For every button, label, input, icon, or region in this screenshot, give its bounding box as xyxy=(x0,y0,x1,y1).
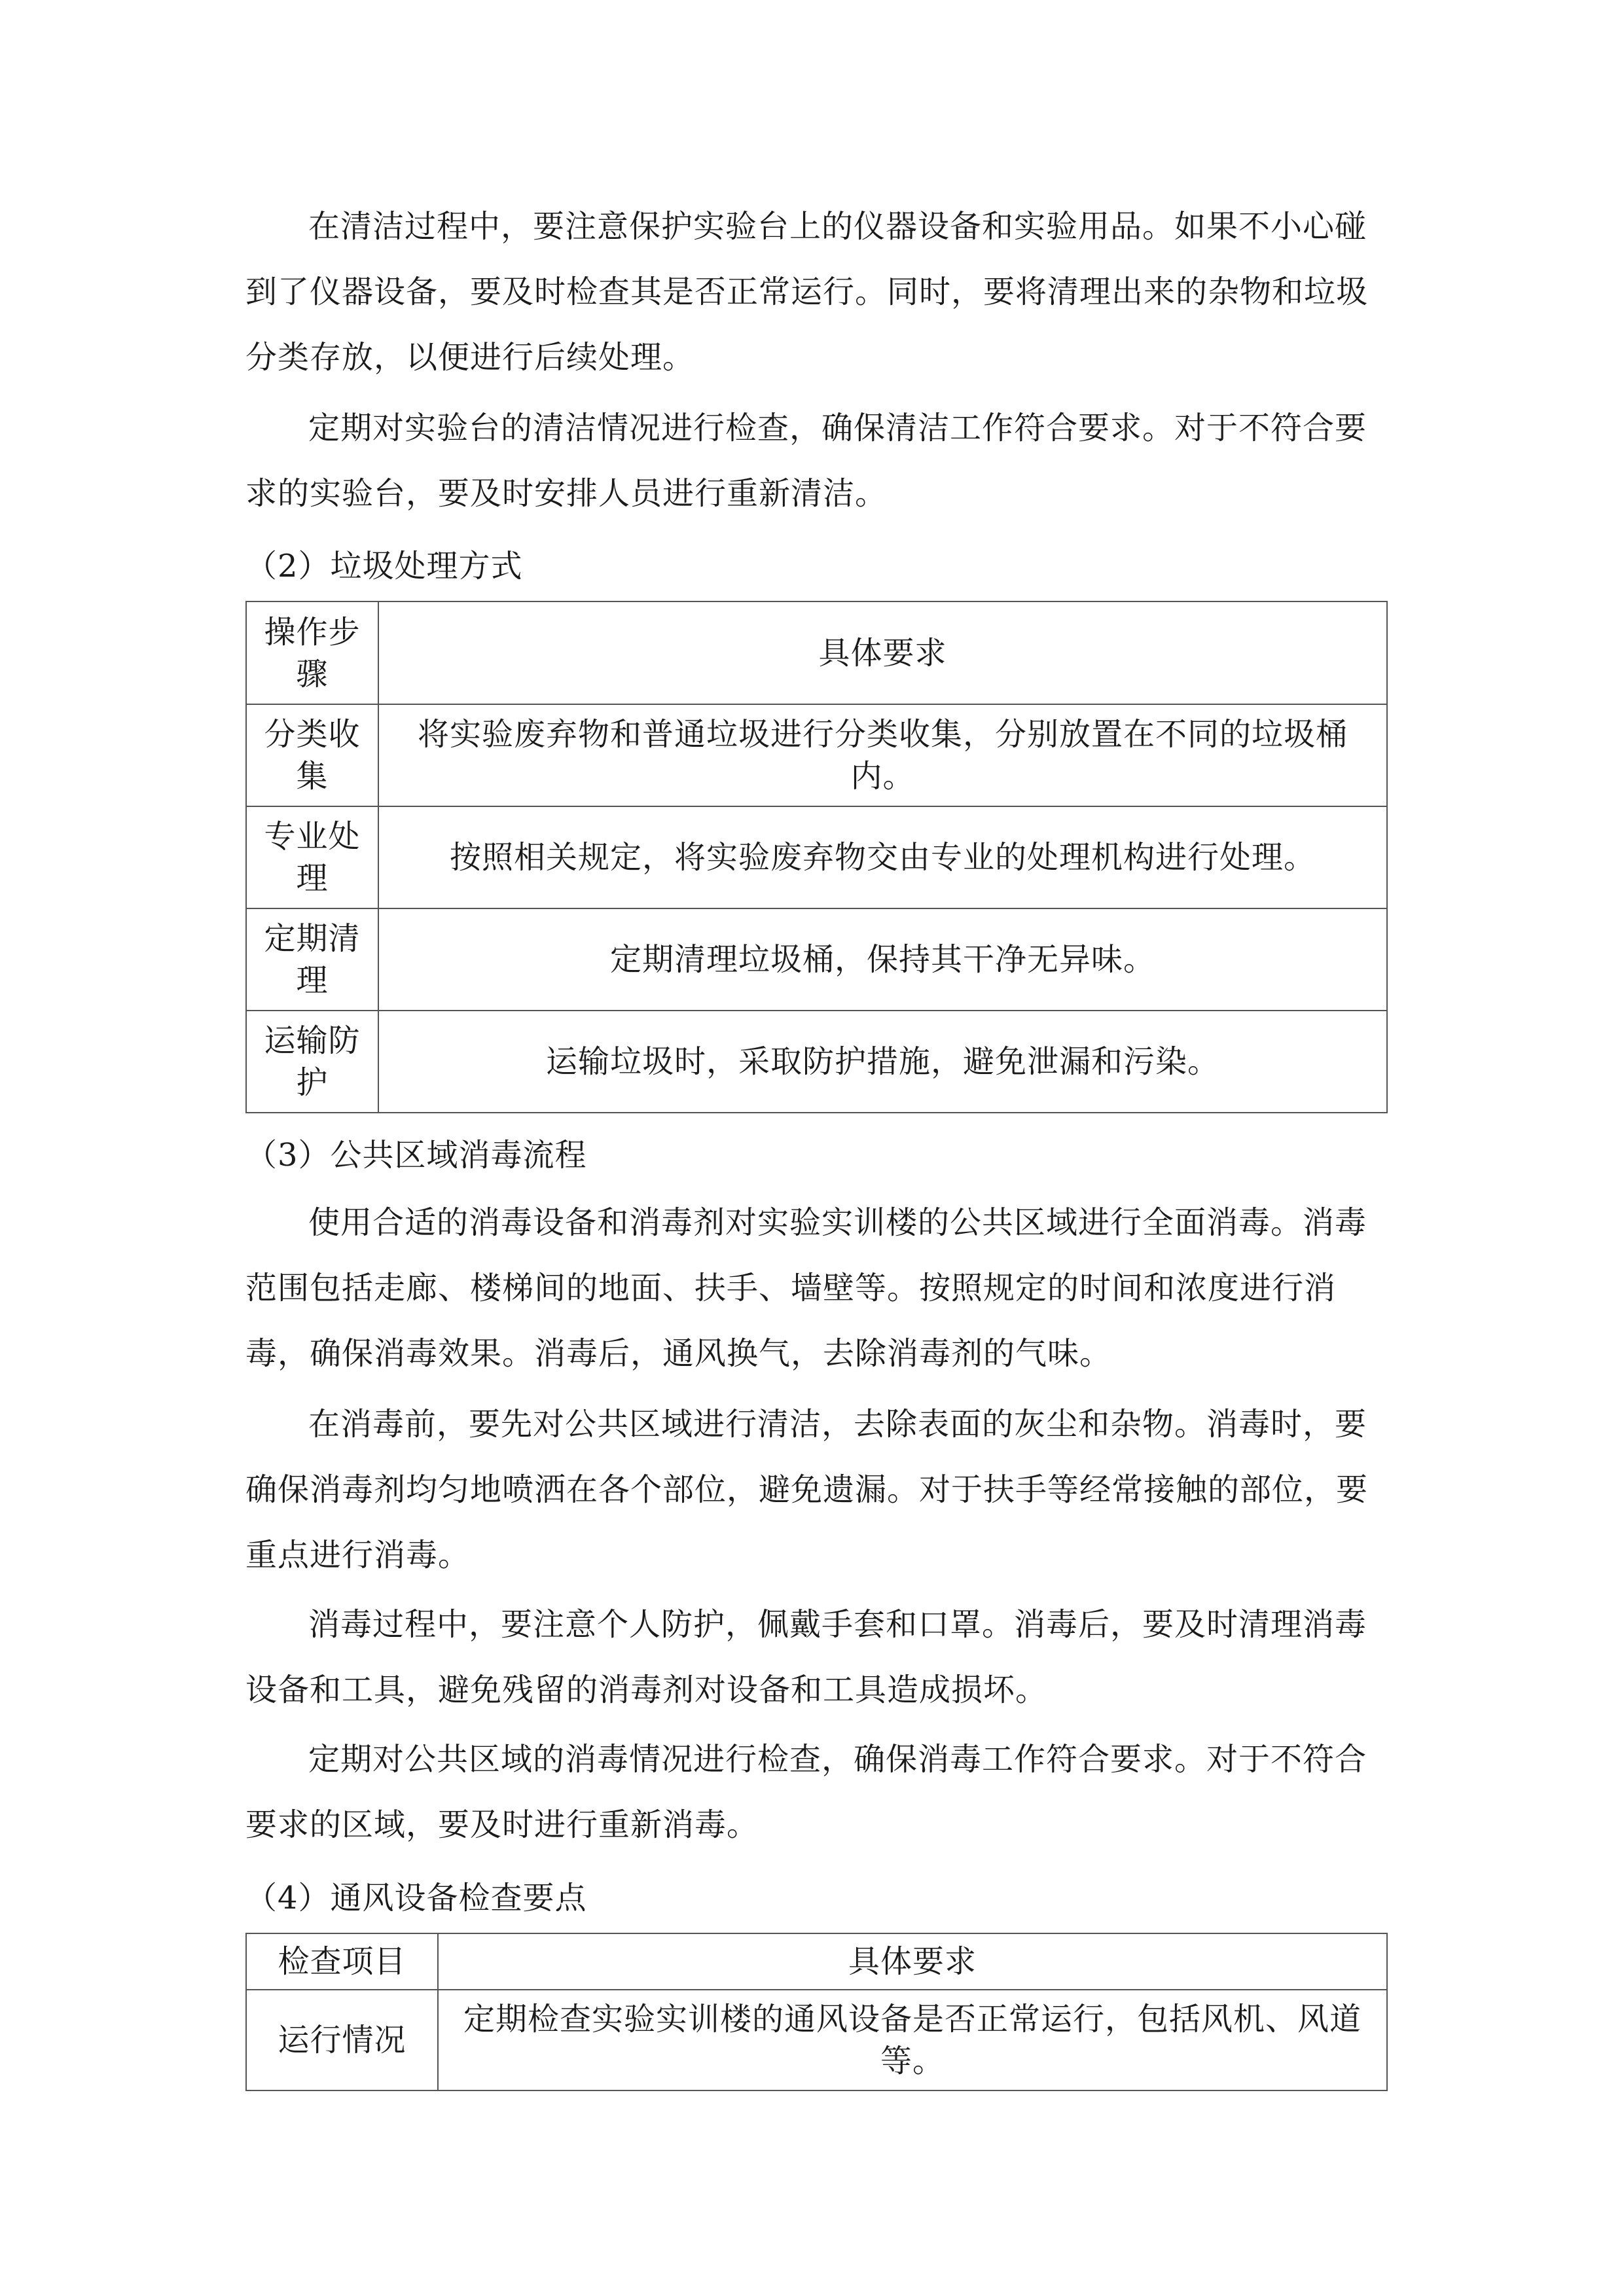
cell-requirement: 按照相关规定，将实验废弃物交由专业的处理机构进行处理。 xyxy=(378,806,1387,908)
paragraph-cleaning-inspection: 定期对实验台的清洁情况进行检查，确保清洁工作符合要求。对于不符合要求的实验台，要及时安排人员进行重新清洁。 xyxy=(245,410,1367,512)
section4-heading: （4）通风设备检查要点 xyxy=(245,1880,587,1916)
table-row xyxy=(246,806,1387,908)
ventilation-check-table xyxy=(245,1933,1388,2091)
table-header-row xyxy=(246,1933,1387,1990)
section2-heading: （2）垃圾处理方式 xyxy=(245,548,523,584)
table-header-row xyxy=(246,601,1387,704)
section3-heading: （3）公共区域消毒流程 xyxy=(245,1137,587,1174)
header-item: 检查项目 xyxy=(246,1933,438,1990)
cell-requirement: 运输垃圾时，采取防护措施，避免泄漏和污染。 xyxy=(378,1011,1387,1113)
cell-item: 运行情况 xyxy=(246,1990,438,2090)
paragraph-disinfection-inspection: 定期对公共区域的消毒情况进行检查，确保消毒工作符合要求。对于不符合要求的区域，要及时进行重新消毒。 xyxy=(245,1741,1367,1843)
table-row xyxy=(246,1990,1387,2090)
paragraph-disinfection-prep: 在消毒前，要先对公共区域进行清洁，去除表面的灰尘和杂物。消毒时，要确保消毒剂均匀地喷洒在各个部位，避免遗漏。对于扶手等经常接触的部位，要重点进行消毒。 xyxy=(245,1406,1369,1573)
header-step: 操作步骤 xyxy=(246,601,378,704)
header-requirement: 具体要求 xyxy=(438,1933,1387,1990)
cell-requirement: 将实验废弃物和普通垃圾进行分类收集，分别放置在不同的垃圾桶内。 xyxy=(378,704,1387,806)
paragraph-disinfection-protection: 消毒过程中，要注意个人防护，佩戴手套和口罩。消毒后，要及时清理消毒设备和工具，避免残留的消毒剂对设备和工具造成损坏。 xyxy=(245,1606,1367,1708)
table-row xyxy=(246,908,1387,1011)
cell-step: 专业处理 xyxy=(246,806,378,908)
paragraph-cleaning-process: 在清洁过程中，要注意保护实验台上的仪器设备和实验用品。如果不小心碰到了仪器设备，要及时检查其是否正常运行。同时，要将清理出来的杂物和垃圾分类存放，以便进行后续处理。 xyxy=(245,208,1369,376)
table-row xyxy=(246,1011,1387,1113)
paragraph-disinfection-method: 使用合适的消毒设备和消毒剂对实验实训楼的公共区域进行全面消毒。消毒范围包括走廊、楼梯间的地面、扶手、墙壁等。按照规定的时间和浓度进行消毒，确保消毒效果。消毒后，通风换气，去除消毒剂的气味。 xyxy=(245,1204,1367,1372)
header-requirement: 具体要求 xyxy=(378,601,1387,704)
cell-step: 定期清理 xyxy=(246,908,378,1011)
cell-requirement: 定期清理垃圾桶，保持其干净无异味。 xyxy=(378,908,1387,1011)
table-row xyxy=(246,704,1387,806)
waste-handling-table xyxy=(245,601,1388,1113)
cell-requirement: 定期检查实验实训楼的通风设备是否正常运行，包括风机、风道等。 xyxy=(438,1990,1387,2090)
cell-step: 分类收集 xyxy=(246,704,378,806)
cell-step: 运输防护 xyxy=(246,1011,378,1113)
